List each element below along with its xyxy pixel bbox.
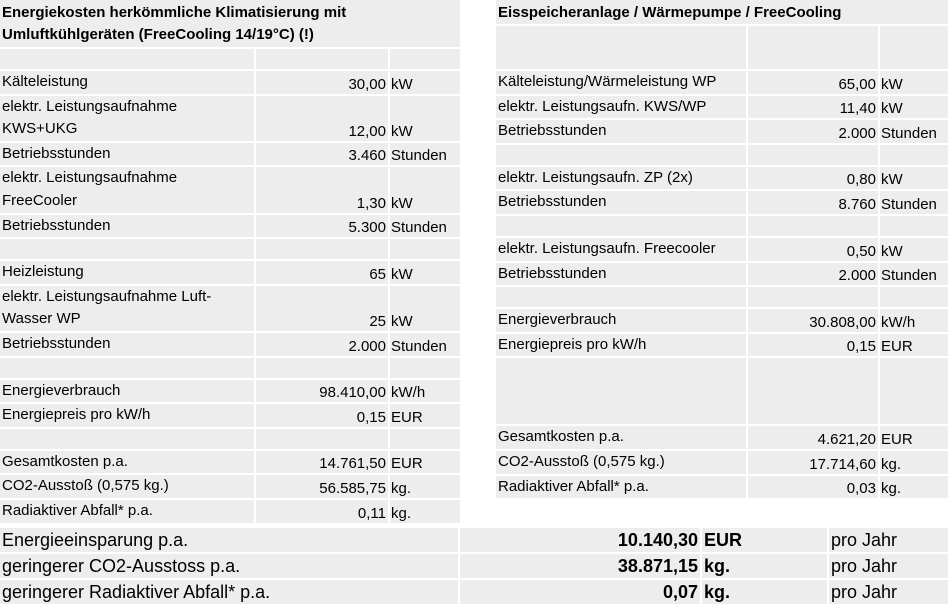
table-row: Gesamtkosten p.a. 4.621,20 EUR	[496, 426, 950, 451]
table-row: Radiaktiver Abfall* p.a. 0,11 kg.	[0, 500, 462, 525]
summary-row: geringerer CO2-Ausstoss p.a. 38.871,15 kg. pro Jahr	[0, 554, 950, 580]
table-row: CO2-Ausstoß (0,575 kg.) 56.585,75 kg.	[0, 475, 462, 500]
table-row: CO2-Ausstoß (0,575 kg.) 17.714,60 kg.	[496, 451, 950, 476]
conventional-cooling-table	[0, 0, 462, 525]
table-row: Energieverbrauch 30.808,00 kW/h	[496, 309, 950, 334]
ice-storage-table	[496, 0, 950, 500]
summary-row: Energieeinsparung p.a. 10.140,30 EUR pro Jahr	[0, 528, 950, 554]
table-row: Gesamtkosten p.a. 14.761,50 EUR	[0, 451, 462, 476]
savings-summary-table	[0, 528, 950, 606]
table-row: Betriebsstunden 5.300 Stunden	[0, 215, 462, 240]
table-row: Kälteleistung/Wärmeleistung WP 65,00 kW	[496, 71, 950, 96]
summary-row: geringerer Radiaktiver Abfall* p.a. 0,07 kg. pro Jahr	[0, 580, 950, 606]
table-row: Energiepreis pro kW/h 0,15 EUR	[0, 404, 462, 429]
table-row: elektr. Leistungsaufnahme KWS+UKG 12,00 kW	[0, 96, 462, 143]
table-row: elektr. Leistungsaufn. ZP (2x) 0,80 kW	[496, 167, 950, 192]
table-row: elektr. Leistungsaufnahme FreeCooler 1,30 kW	[0, 167, 462, 214]
table-row: Betriebsstunden 2.000 Stunden	[0, 333, 462, 358]
table-row: elektr. Leistungsaufn. Freecooler 0,50 kW	[496, 238, 950, 263]
table-row: elektr. Leistungsaufnahme Luft-Wasser WP 25 kW	[0, 286, 462, 333]
table-row: Kälteleistung 30,00 kW	[0, 71, 462, 96]
table-row: Betriebsstunden 2.000 Stunden	[496, 263, 950, 288]
table-row: Energiepreis pro kW/h 0,15 EUR	[496, 334, 950, 359]
table-row: Heizleistung 65 kW	[0, 261, 462, 286]
table-row: Betriebsstunden 3.460 Stunden	[0, 143, 462, 168]
table-title: Eisspeicheranlage / Wärmepumpe / FreeCooling	[496, 0, 950, 26]
table-row: elektr. Leistungsaufn. KWS/WP 11,40 kW	[496, 96, 950, 121]
table-row: Betriebsstunden 2.000 Stunden	[496, 120, 950, 145]
table-title: Energiekosten herkömmliche Klimatisierung mit Umluftkühlgeräten (FreeCooling 14/19°C) (!)	[0, 0, 462, 49]
table-row: Radiaktiver Abfall* p.a. 0,03 kg.	[496, 476, 950, 501]
table-row: Betriebsstunden 8.760 Stunden	[496, 191, 950, 216]
table-row: Energieverbrauch 98.410,00 kW/h	[0, 380, 462, 405]
